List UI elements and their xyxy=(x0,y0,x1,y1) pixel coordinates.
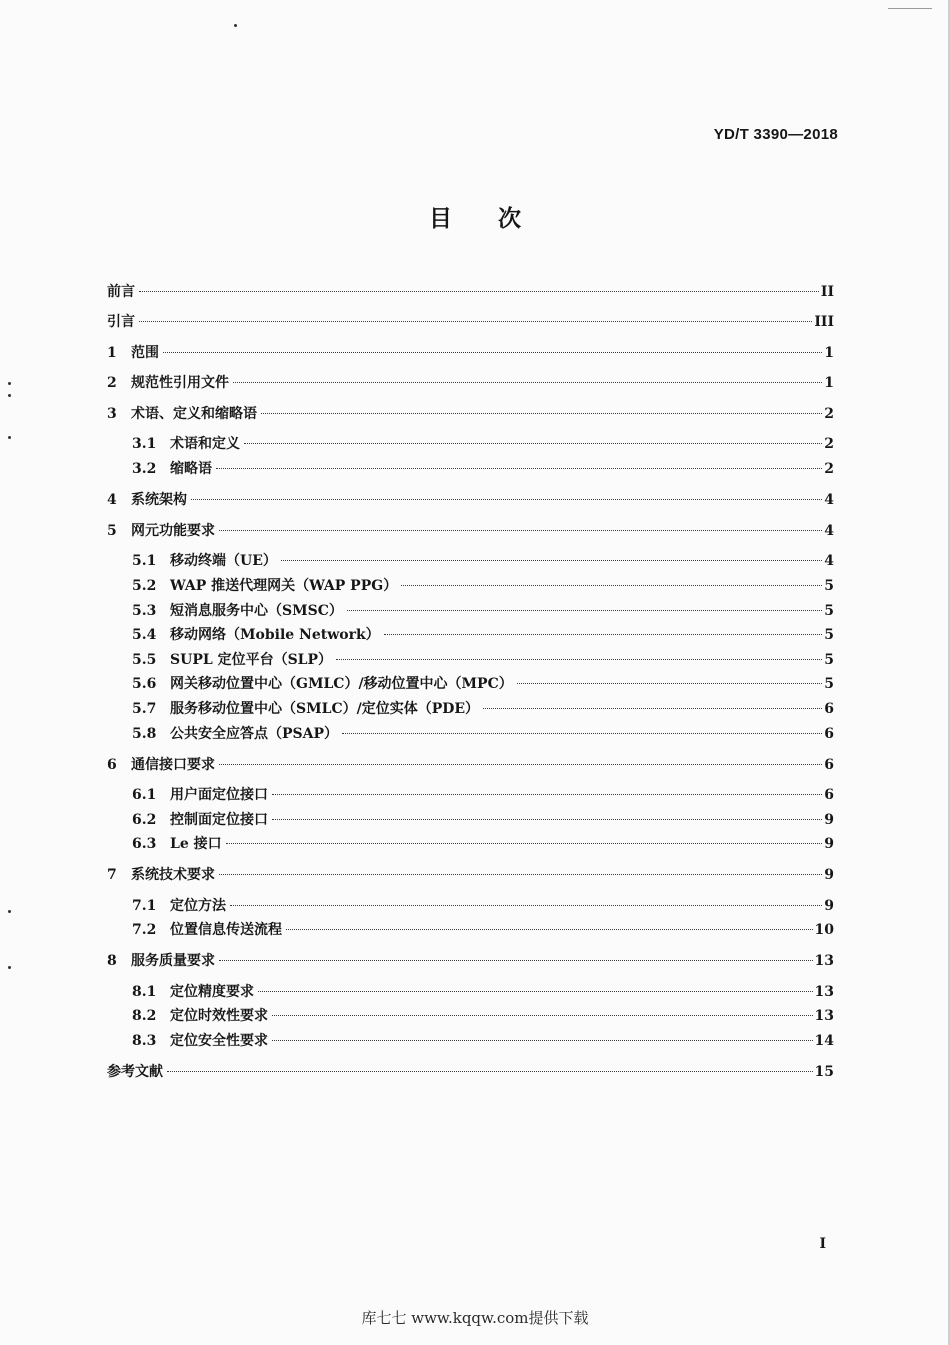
toc-label: 网元功能要求 xyxy=(131,523,215,539)
dot-leader xyxy=(216,467,822,469)
toc-section[interactable] xyxy=(132,673,834,695)
dot-leader xyxy=(272,818,822,820)
toc-section[interactable] xyxy=(132,723,834,745)
toc-number: 7.1 xyxy=(132,898,157,914)
dot-leader xyxy=(191,498,822,500)
toc-page-number: 2 xyxy=(824,406,834,422)
toc-label: 参考文献 xyxy=(107,1064,163,1080)
dot-leader xyxy=(272,1039,813,1041)
toc-page-number: 13 xyxy=(814,1008,834,1024)
dot-leader xyxy=(219,959,813,961)
toc-label: 前言 xyxy=(107,284,135,300)
toc-section[interactable] xyxy=(132,981,834,1003)
toc-page-number: 6 xyxy=(824,787,834,803)
toc-page-number: 10 xyxy=(814,922,834,938)
dot-leader xyxy=(244,442,822,444)
toc-label: 系统架构 xyxy=(131,492,187,508)
toc-page-number: 2 xyxy=(824,461,834,477)
toc-page-number: 6 xyxy=(824,757,834,773)
dot-leader xyxy=(230,904,822,906)
toc-number: 6 xyxy=(107,757,117,773)
toc-entry[interactable] xyxy=(107,311,834,333)
dot-leader xyxy=(219,873,822,875)
toc-number: 4 xyxy=(107,492,117,508)
toc-number: 8.2 xyxy=(132,1008,157,1024)
toc-number: 5 xyxy=(107,523,117,539)
toc-page-number: 5 xyxy=(824,627,834,643)
dot-leader xyxy=(139,320,812,322)
toc-section[interactable] xyxy=(132,624,834,646)
toc-label: 术语和定义 xyxy=(170,436,240,452)
dot-leader xyxy=(261,412,822,414)
toc-number: 7 xyxy=(107,867,117,883)
toc-number: 8.1 xyxy=(132,984,157,1000)
toc-page-number: III xyxy=(814,314,834,330)
toc-label: SUPL 定位平台（SLP） xyxy=(170,652,333,668)
toc-number: 2 xyxy=(107,375,117,391)
toc-label: 定位精度要求 xyxy=(170,984,254,1000)
dot-leader xyxy=(483,707,822,709)
dot-leader xyxy=(336,658,822,660)
toc-label: 控制面定位接口 xyxy=(170,812,268,828)
toc-section[interactable] xyxy=(132,809,834,831)
dot-leader xyxy=(163,351,822,353)
toc-label: 定位安全性要求 xyxy=(170,1033,268,1049)
scan-speck xyxy=(8,966,11,969)
toc-number: 5.8 xyxy=(132,726,157,742)
toc-section[interactable] xyxy=(132,550,834,572)
toc-section[interactable] xyxy=(132,433,834,455)
toc-page-number: 6 xyxy=(824,701,834,717)
toc-page-number: 14 xyxy=(814,1033,834,1049)
toc-label: 位置信息传送流程 xyxy=(170,922,282,938)
toc-entry[interactable] xyxy=(107,1061,834,1083)
toc-page-number: 5 xyxy=(824,652,834,668)
toc-number: 7.2 xyxy=(132,922,157,938)
toc-label: 短消息服务中心（SMSC） xyxy=(170,603,343,619)
toc-label: 定位方法 xyxy=(170,898,226,914)
toc-number: 5.7 xyxy=(132,701,157,717)
toc-label: 规范性引用文件 xyxy=(131,375,229,391)
dot-leader xyxy=(226,842,823,844)
toc-section[interactable] xyxy=(132,600,834,622)
toc-section[interactable] xyxy=(132,698,834,720)
toc-number: 8.3 xyxy=(132,1033,157,1049)
dot-leader xyxy=(272,1014,813,1016)
toc-label: 用户面定位接口 xyxy=(170,787,268,803)
scan-speck xyxy=(8,382,11,385)
toc-number: 1 xyxy=(107,345,117,361)
toc-label: 网关移动位置中心（GMLC）/移动位置中心（MPC） xyxy=(170,676,513,692)
toc-chapter[interactable] xyxy=(107,403,834,425)
toc-label: 移动网络（Mobile Network） xyxy=(170,627,380,643)
toc-entry[interactable] xyxy=(107,281,834,303)
toc-label: 移动终端（UE） xyxy=(170,553,277,569)
toc-number: 6.1 xyxy=(132,787,157,803)
toc-label: 公共安全应答点（PSAP） xyxy=(170,726,339,742)
toc-chapter[interactable] xyxy=(107,864,834,886)
toc-page-number: 2 xyxy=(824,436,834,452)
dot-leader xyxy=(517,682,823,684)
download-watermark: 库七七 www.kqqw.com提供下载 xyxy=(361,1309,589,1327)
toc-label: 服务移动位置中心（SMLC）/定位实体（PDE） xyxy=(170,701,480,717)
dot-leader xyxy=(139,290,819,292)
toc-number: 5.3 xyxy=(132,603,157,619)
toc-section[interactable] xyxy=(132,575,834,597)
toc-label: 定位时效性要求 xyxy=(170,1008,268,1024)
dot-leader xyxy=(219,763,822,765)
toc-chapter[interactable] xyxy=(107,342,834,364)
toc-number: 6.3 xyxy=(132,836,157,852)
toc-number: 3.1 xyxy=(132,436,157,452)
toc-number: 5.2 xyxy=(132,578,157,594)
toc-number: 3 xyxy=(107,406,117,422)
toc-number: 5.1 xyxy=(132,553,157,569)
dot-leader xyxy=(233,381,822,383)
toc-label: 范围 xyxy=(131,345,159,361)
dot-leader xyxy=(281,559,822,561)
toc-section[interactable] xyxy=(132,1005,834,1027)
toc-page-number: 1 xyxy=(824,345,834,361)
toc-section[interactable] xyxy=(132,1030,834,1052)
toc-page-number: 4 xyxy=(824,553,834,569)
toc-label: 引言 xyxy=(107,314,135,330)
scan-speck xyxy=(8,910,11,913)
toc-page-number: II xyxy=(820,284,834,300)
toc-section[interactable] xyxy=(132,833,834,855)
toc-page-number: 15 xyxy=(814,1064,834,1080)
toc-number: 3.2 xyxy=(132,461,157,477)
page-number: I xyxy=(819,1236,826,1252)
toc-number: 8 xyxy=(107,953,117,969)
toc-section[interactable] xyxy=(132,895,834,917)
toc-label: 服务质量要求 xyxy=(131,953,215,969)
toc-chapter[interactable] xyxy=(107,372,834,394)
dot-leader xyxy=(286,928,813,930)
scan-corner-mark xyxy=(888,8,932,9)
toc-page-number: 9 xyxy=(824,812,834,828)
toc-label: 术语、定义和缩略语 xyxy=(131,406,257,422)
toc-number: 5.4 xyxy=(132,627,157,643)
toc-section[interactable] xyxy=(132,784,834,806)
toc-label: WAP 推送代理网关（WAP PPG） xyxy=(170,578,398,594)
dot-leader xyxy=(258,990,813,992)
dot-leader xyxy=(167,1070,813,1072)
page-title: 目次 xyxy=(429,205,567,232)
dot-leader xyxy=(401,584,822,586)
toc-page-number: 9 xyxy=(824,867,834,883)
dot-leader xyxy=(347,609,822,611)
toc-label: 缩略语 xyxy=(170,461,212,477)
toc-chapter[interactable] xyxy=(107,754,834,776)
dot-leader xyxy=(272,793,822,795)
toc-chapter[interactable] xyxy=(107,520,834,542)
toc-page-number: 9 xyxy=(824,836,834,852)
standard-code: YD/T 3390—2018 xyxy=(713,126,838,143)
toc-number: 5.6 xyxy=(132,676,157,692)
scan-speck xyxy=(8,436,11,439)
toc-section[interactable] xyxy=(132,458,834,480)
toc-page-number: 4 xyxy=(824,492,834,508)
dot-leader xyxy=(219,529,822,531)
toc-page-number: 1 xyxy=(824,375,834,391)
toc-number: 5.5 xyxy=(132,652,157,668)
toc-page-number: 9 xyxy=(824,898,834,914)
toc-number: 6.2 xyxy=(132,812,157,828)
dot-leader xyxy=(342,732,822,734)
toc-label: 通信接口要求 xyxy=(131,757,215,773)
toc-page-number: 13 xyxy=(814,984,834,1000)
scan-speck xyxy=(8,394,11,397)
scan-speck xyxy=(234,24,237,27)
toc-page-number: 13 xyxy=(814,953,834,969)
toc-chapter[interactable] xyxy=(107,489,834,511)
toc-page-number: 5 xyxy=(824,578,834,594)
toc-section[interactable] xyxy=(132,649,834,671)
toc-page-number: 6 xyxy=(824,726,834,742)
dot-leader xyxy=(384,633,823,635)
toc-page-number: 5 xyxy=(824,676,834,692)
toc-chapter[interactable] xyxy=(107,950,834,972)
toc-label: Le 接口 xyxy=(170,836,222,852)
toc-page-number: 5 xyxy=(824,603,834,619)
toc-section[interactable] xyxy=(132,919,834,941)
toc-page-number: 4 xyxy=(824,523,834,539)
toc-label: 系统技术要求 xyxy=(131,867,215,883)
